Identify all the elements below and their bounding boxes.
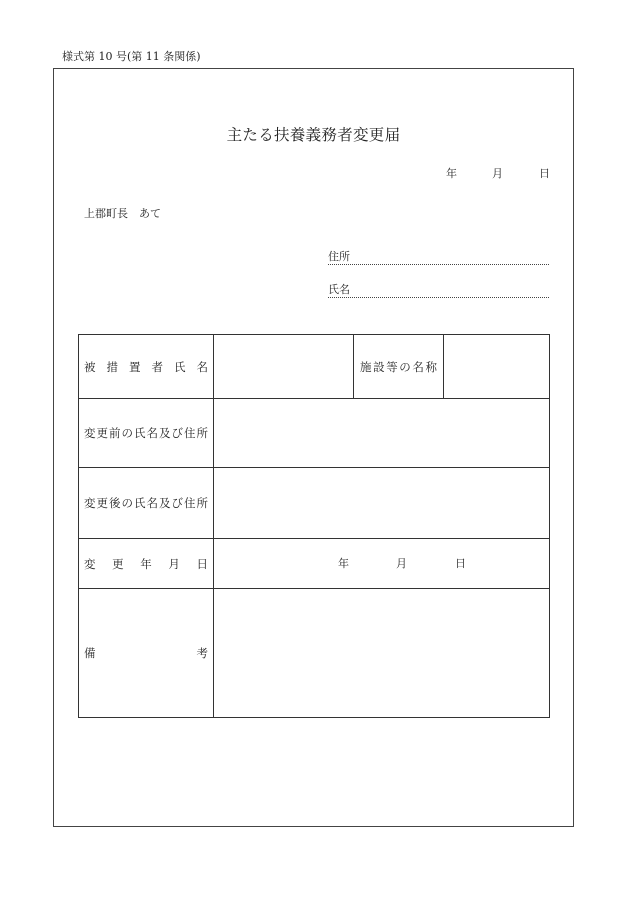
- after-change-value-cell: [214, 468, 550, 539]
- applicant-address-line: [328, 250, 549, 265]
- label-char: 前: [109, 426, 121, 440]
- table-label-cell: [79, 399, 214, 468]
- table-row: [79, 589, 550, 718]
- before-change-label: [79, 426, 213, 440]
- table-row: [79, 468, 550, 539]
- facility-label-cell: [354, 335, 444, 399]
- label-char: 措: [106, 359, 118, 374]
- submission-date-day: 日: [539, 167, 550, 180]
- remarks-label: [79, 646, 213, 660]
- after-change-label: [79, 496, 213, 510]
- label-char: 氏: [174, 359, 186, 374]
- label-char: 変: [84, 426, 96, 440]
- label-char: 変: [84, 496, 96, 510]
- remarks-value-cell: [214, 589, 550, 718]
- addressee: 上郡町長 あて: [84, 207, 161, 220]
- facility-name-label: [354, 360, 443, 374]
- label-char: 被: [84, 359, 96, 374]
- label-char: 氏: [134, 426, 146, 440]
- form-title: 主たる扶養義務者変更届: [226, 126, 401, 144]
- label-char: 後: [109, 496, 121, 510]
- resident-name-label: [79, 360, 213, 374]
- label-char: 名: [196, 359, 208, 374]
- change-table: [78, 334, 550, 718]
- table-label-cell: [79, 335, 214, 399]
- table-row: [79, 399, 550, 468]
- table-label-cell: [79, 589, 214, 718]
- before-change-value-cell: [214, 399, 550, 468]
- submission-date-month: 月: [492, 167, 503, 180]
- change-date-value-cell: [214, 539, 550, 589]
- resident-name-value-cell: [214, 335, 354, 399]
- label-char: の: [121, 426, 133, 440]
- applicant-address-label: 住所: [328, 250, 350, 263]
- change-date-label: [79, 557, 213, 571]
- label-char: 置: [129, 359, 141, 374]
- applicant-name-label: 氏名: [328, 283, 350, 296]
- label-char: の: [399, 359, 411, 374]
- label-char: 日: [196, 556, 208, 571]
- label-char: 者: [151, 359, 163, 374]
- label-char: 所: [196, 426, 208, 440]
- change-date-day: 日: [455, 556, 466, 570]
- facility-name-value-cell: [444, 335, 550, 399]
- label-char: 等: [386, 359, 398, 374]
- label-char: 更: [96, 496, 108, 510]
- label-char: 備: [84, 646, 96, 660]
- label-char: 住: [184, 426, 196, 440]
- label-char: 変: [84, 556, 96, 571]
- change-date-year: 年: [338, 556, 349, 570]
- label-char: 年: [140, 556, 152, 571]
- label-char: び: [171, 426, 183, 440]
- change-date-month: 月: [396, 556, 407, 570]
- table-row: [79, 335, 550, 399]
- table-label-cell: [79, 468, 214, 539]
- label-char: 名: [412, 359, 424, 374]
- table-label-cell: [79, 539, 214, 589]
- label-char: 名: [146, 496, 158, 510]
- label-char: 称: [425, 359, 437, 374]
- label-char: 所: [196, 496, 208, 510]
- label-char: 月: [168, 556, 180, 571]
- label-char: 設: [373, 359, 385, 374]
- label-char: 施: [360, 359, 372, 374]
- applicant-name-line: [328, 283, 549, 298]
- label-char: 及: [159, 426, 171, 440]
- label-char: び: [171, 496, 183, 510]
- change-date-value: [214, 557, 549, 571]
- label-char: の: [121, 496, 133, 510]
- label-char: 及: [159, 496, 171, 510]
- label-char: 更: [112, 556, 124, 571]
- table-row: [79, 539, 550, 589]
- label-char: 住: [184, 496, 196, 510]
- label-char: 考: [196, 646, 208, 660]
- label-char: 更: [96, 426, 108, 440]
- label-char: 名: [146, 426, 158, 440]
- submission-date-year: 年: [446, 167, 457, 180]
- label-char: 氏: [134, 496, 146, 510]
- form-number: 様式第 10 号(第 11 条関係): [62, 50, 201, 63]
